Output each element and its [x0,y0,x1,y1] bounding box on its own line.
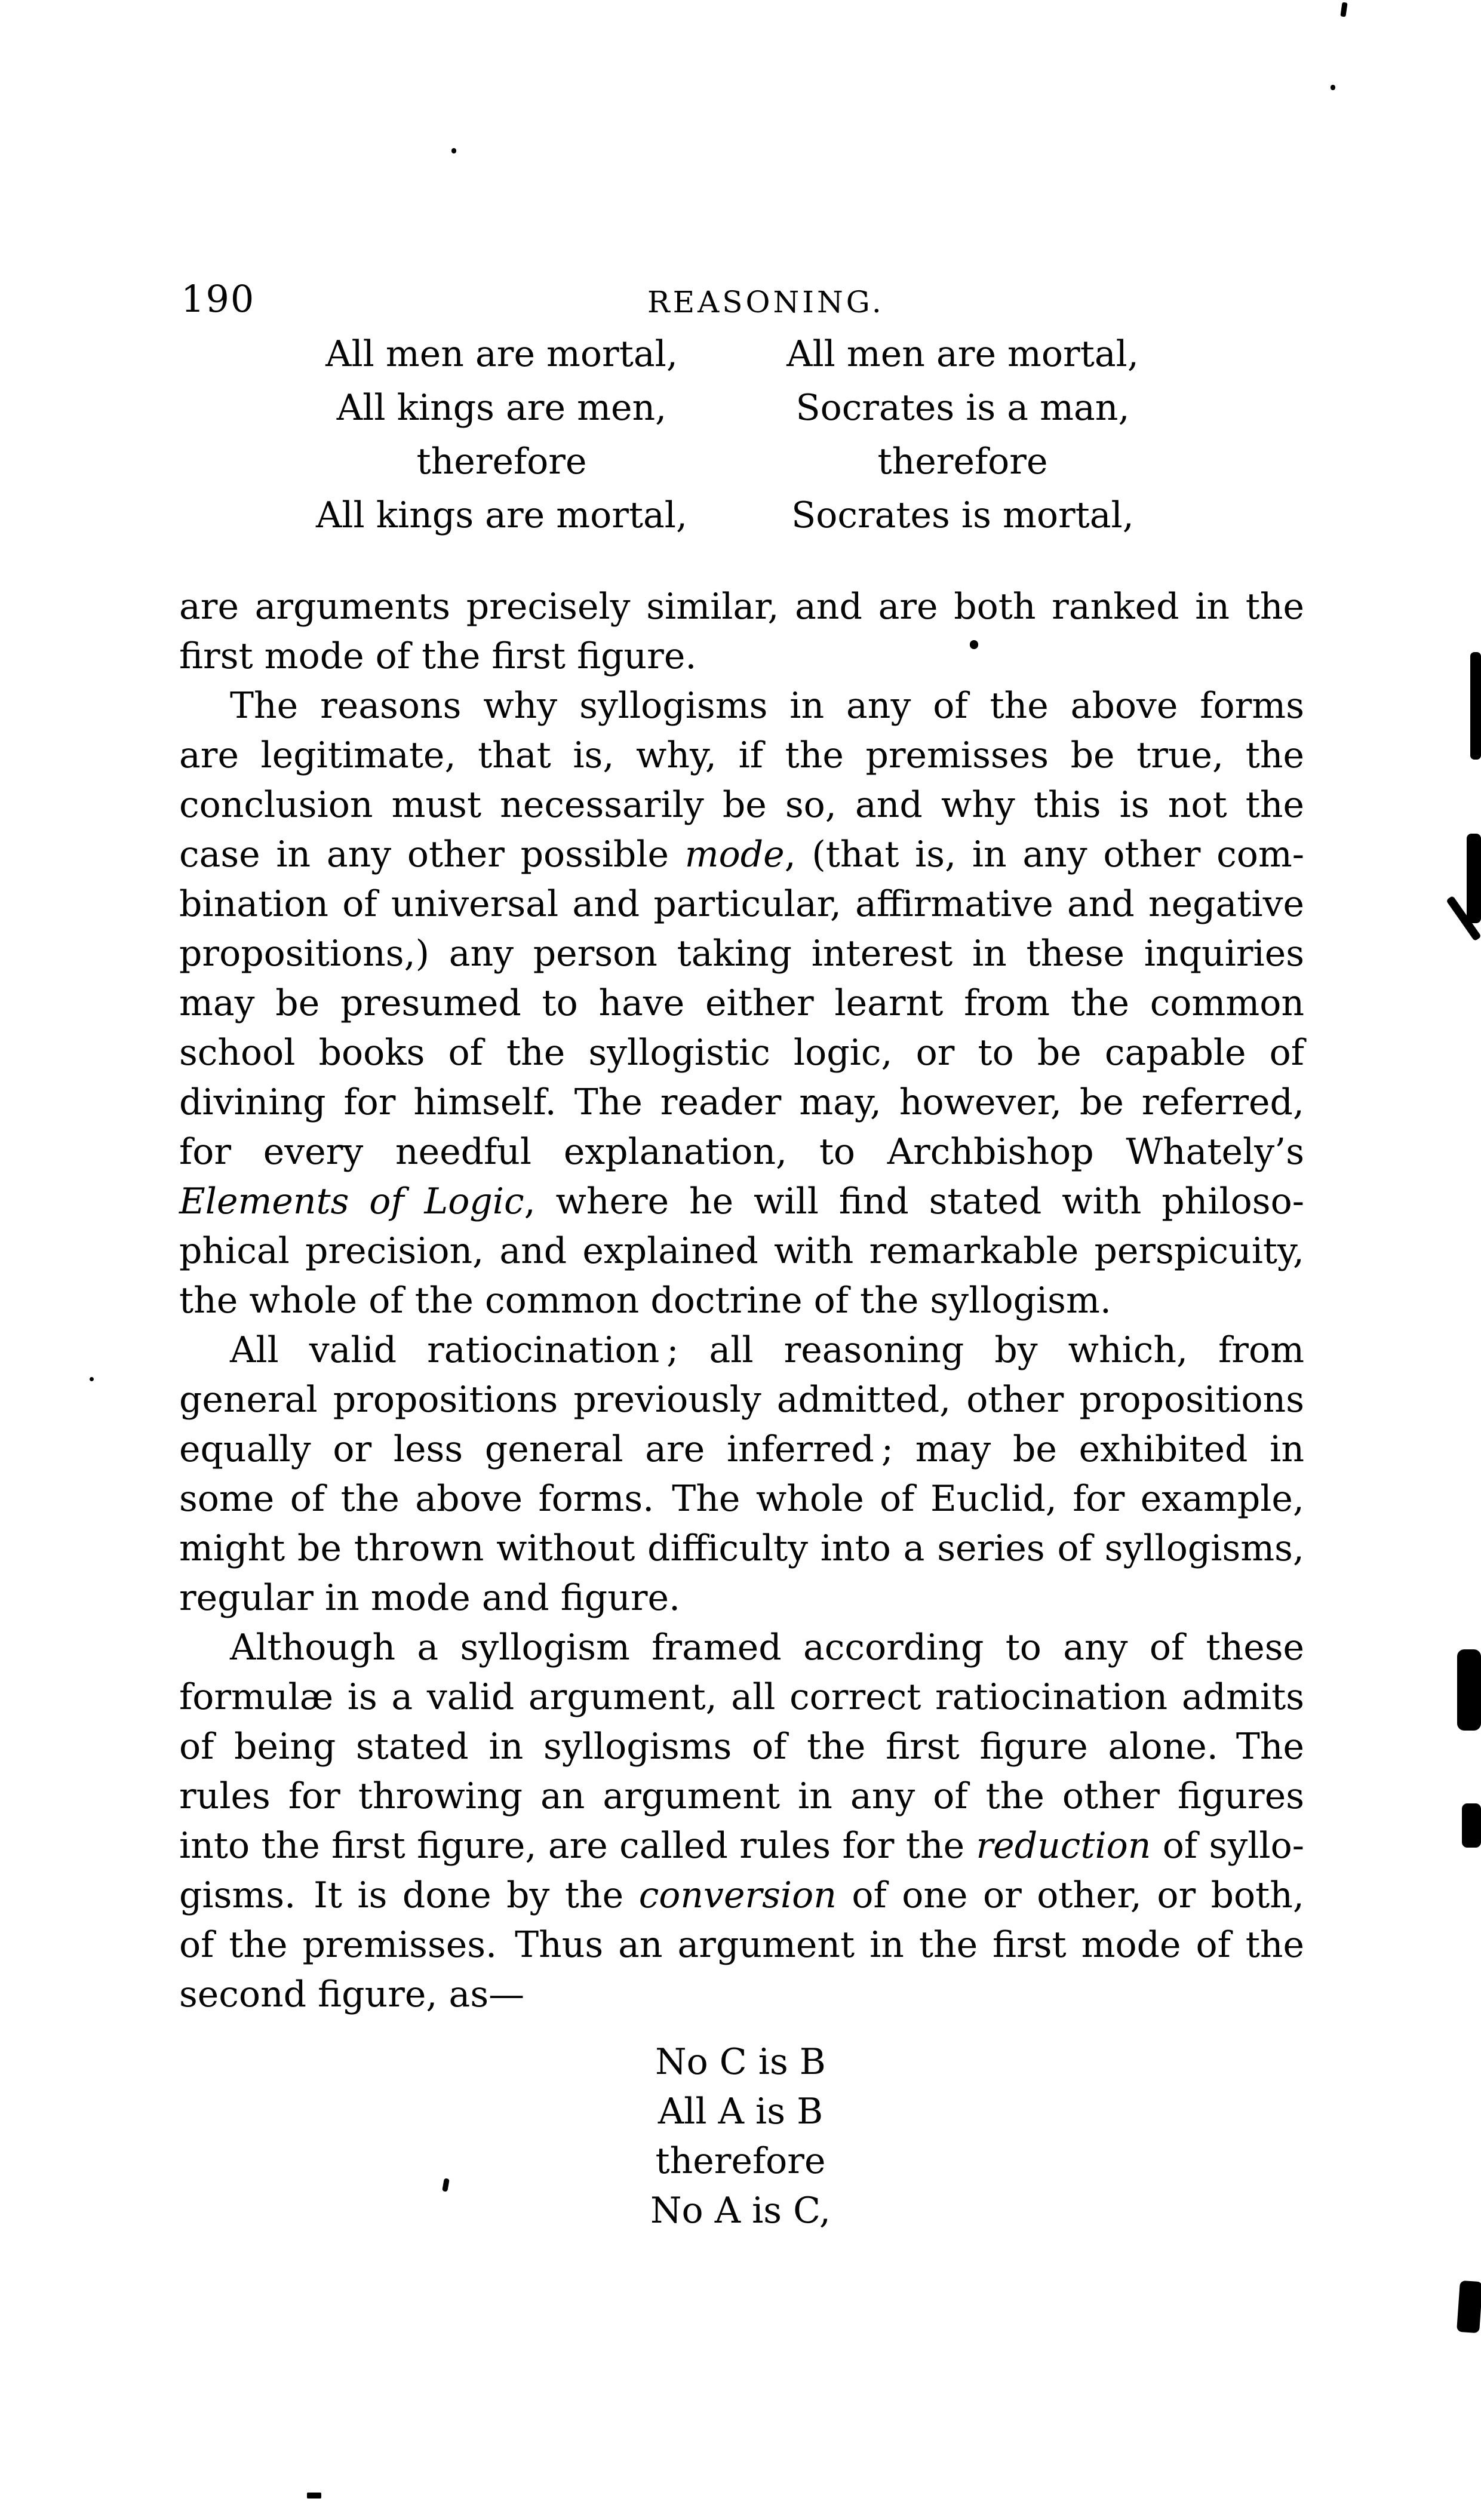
syllogism-line: All A is B [657,2091,824,2132]
text-segment: may be presumed to have either learnt from the common [179,982,1304,1024]
body-line [179,1524,1304,1574]
body-text [179,582,1304,2020]
text-segment: divining for himself. The reader may, however, be referred, [179,1081,1304,1123]
body-line [179,1673,1304,1722]
italic-text: conversion [638,1874,837,1916]
running-title: REASONING. [647,285,884,319]
body-line [179,1821,1304,1871]
body-line [179,1574,1304,1623]
body-line [179,1227,1304,1276]
syllogism-line: All men are mortal, [786,333,1139,375]
body-line [179,1078,1304,1127]
text-segment: case in any other possible [179,834,685,875]
text-segment: propositions,) any person taking interest in these inquiries [179,933,1304,975]
body-line [179,1276,1304,1326]
dot-after-first-figure [970,640,978,649]
text-segment: second figure, as— [179,1974,525,2015]
body-line [179,1425,1304,1474]
italic-text: reduction [976,1825,1151,1867]
left-margin-dot [90,1377,94,1381]
text-segment: Although a syllogism framed according to any of these [230,1627,1304,1668]
text-segment: All valid ratiocination ; all reasoning by which, from [230,1329,1304,1371]
text-segment: The reasons why syllogisms in any of the above forms [230,685,1304,727]
text-segment: might be thrown without difficulty into a series of syllogisms, [179,1528,1304,1569]
body-line [179,1722,1304,1772]
body-line [179,1871,1304,1920]
body-line [179,1177,1304,1227]
text-segment: , where he will find stated with philoso- [524,1181,1304,1222]
text-segment: equally or less general are inferred ; may be exhibited in [179,1428,1304,1470]
small-dot-top-right [1331,85,1335,90]
text-segment: formulæ is a valid argument, all correct ratiocination admits [179,1676,1304,1718]
syllogism-second-figure [0,2037,1481,2236]
right-edge-blob-5 [1457,2281,1481,2333]
body-line [179,1623,1304,1673]
body-line [179,1772,1304,1821]
text-segment: phical precision, and explained with remarkable perspicuity, [179,1230,1304,1272]
right-edge-blob-4 [1462,1803,1481,1848]
body-line [179,731,1304,780]
body-line [179,1970,1304,2020]
body-line [179,1028,1304,1078]
italic-text: Elements of Logic [179,1181,524,1222]
text-segment: general propositions previously admitted, other propositions [179,1379,1304,1421]
syllogism-line: Socrates is mortal, [791,494,1134,536]
text-segment: gisms. It is done by the [179,1874,639,1916]
small-dot-upper-left [451,148,456,153]
text-segment: regular in mode and figure. [179,1577,681,1619]
body-line [179,1127,1304,1177]
body-line [179,632,1304,681]
text-segment: are legitimate, that is, why, if the premisses be true, the [179,735,1304,776]
text-segment: , (that is, in any other com- [784,834,1304,875]
syllogism-line: therefore [416,441,587,483]
body-line [179,1920,1304,1970]
body-line [179,1326,1304,1375]
italic-text: mode [684,834,785,875]
running-header [0,279,1481,327]
bottom-left-dash [307,2493,321,2499]
right-edge-blob-3 [1457,1649,1481,1731]
text-segment: conclusion must necessarily be so, and why this is not the [179,784,1304,826]
body-line [179,880,1304,929]
body-line [179,929,1304,979]
syllogism-line: No A is C, [650,2190,831,2232]
text-segment: are arguments precisely similar, and are both ranked in the [179,586,1304,628]
body-line [179,1474,1304,1524]
syllogism-kings-mortal [299,327,705,542]
syllogism-socrates-mortal [783,327,1142,542]
text-segment: of the premisses. Thus an argument in the first mode of the [179,1924,1304,1966]
text-segment: of one or other, or both, [836,1874,1304,1916]
text-segment: for every needful explanation, to Archbishop Whately’s [179,1131,1304,1173]
text-segment: school books of the syllogistic logic, or to be capable of [179,1032,1304,1074]
text-segment: rules for throwing an argument in any of the other figures [179,1775,1304,1817]
body-line [179,979,1304,1028]
syllogism-line: No C is B [655,2041,826,2083]
body-line [179,582,1304,632]
body-line [179,830,1304,880]
text-segment: some of the above forms. The whole of Euclid, for example, [179,1478,1304,1520]
syllogism-line: therefore [877,441,1048,483]
syllogism-line: All men are mortal, [325,333,678,375]
right-edge-streak-2 [1467,834,1481,923]
body-line [179,780,1304,830]
text-segment: of being stated in syllogisms of the first figure alone. The [179,1726,1304,1768]
text-segment: the whole of the common doctrine of the syllogism. [179,1280,1111,1322]
text-segment: first mode of the first figure. [179,635,697,677]
syllogism-line: therefore [655,2140,826,2182]
body-line [179,1375,1304,1425]
syllogism-line: All kings are men, [336,387,667,429]
text-segment: bination of universal and particular, affirmative and negative [179,883,1304,925]
syllogism-line: Socrates is a man, [795,387,1130,429]
right-edge-streak-1 [1470,652,1481,760]
page-number: 190 [181,277,256,321]
corner-tick-top-right [1340,2,1347,17]
text-segment: of syllo- [1151,1825,1304,1867]
text-segment: into the first figure, are called rules for the [179,1825,976,1867]
body-line [179,681,1304,731]
syllogism-line: All kings are mortal, [315,494,688,536]
